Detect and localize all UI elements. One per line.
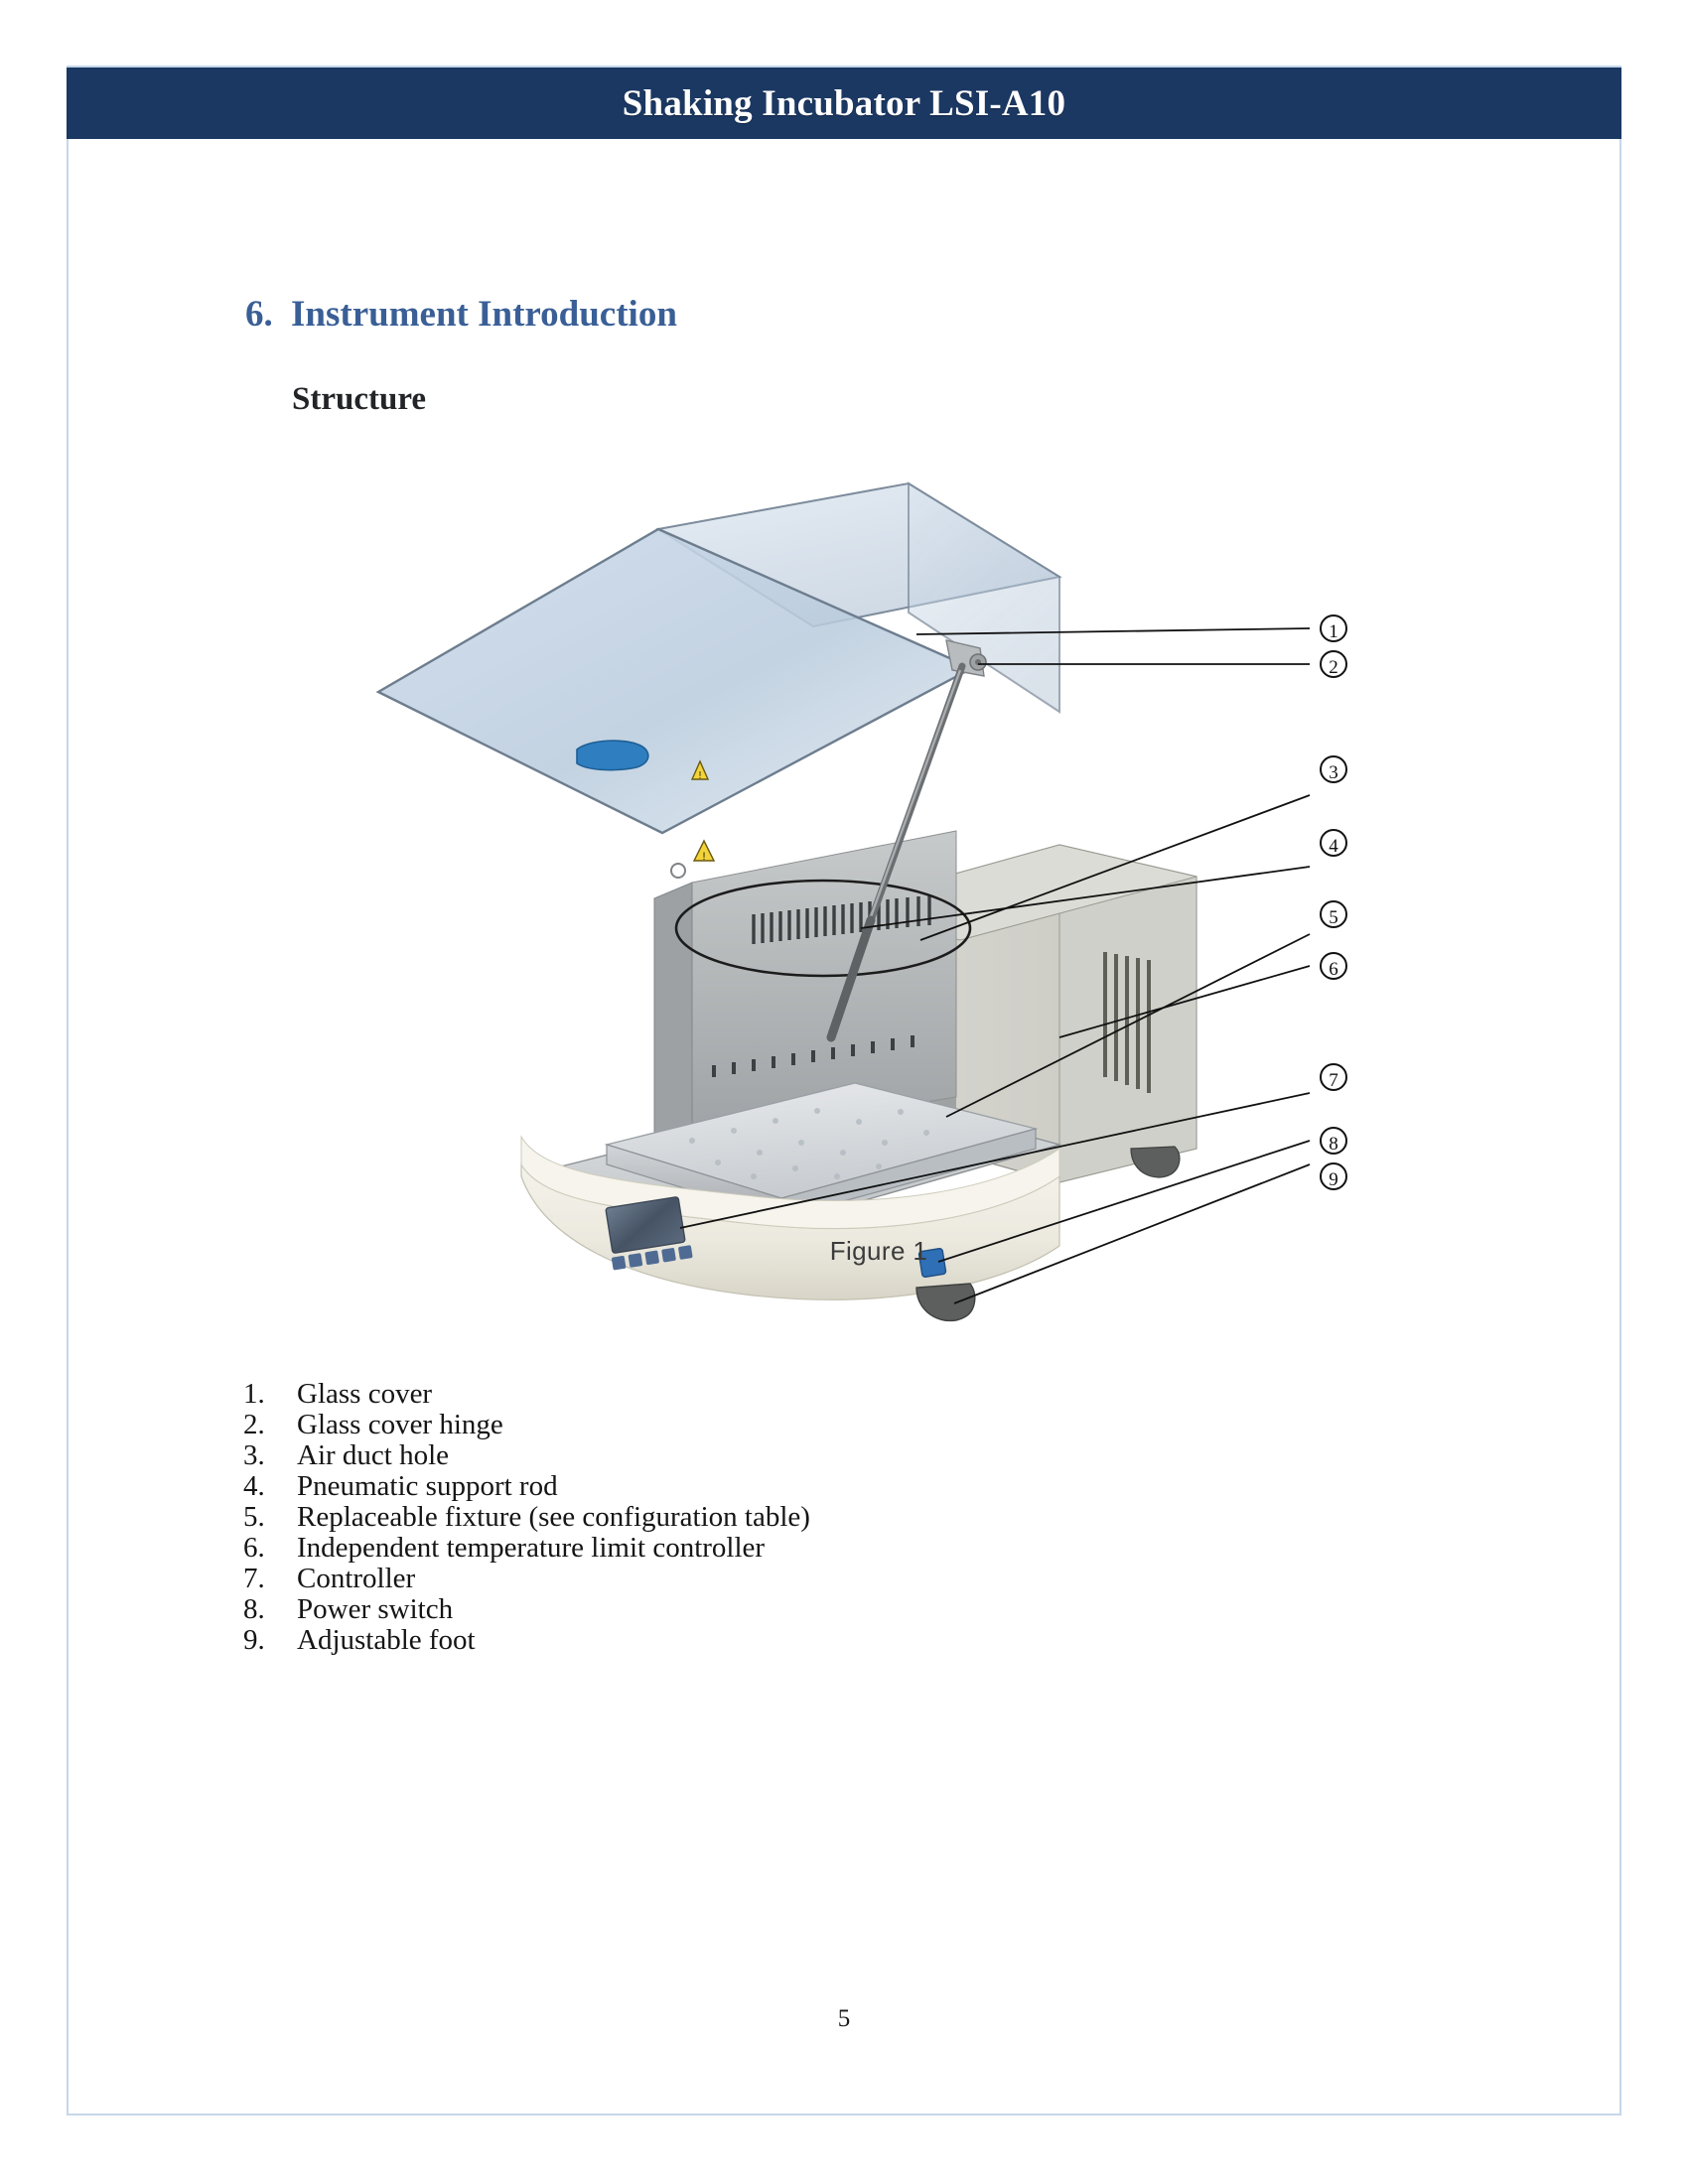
section-heading [245, 293, 677, 336]
list-item-label: Air duct hole [297, 1439, 450, 1471]
list-item-number: 3. [243, 1439, 265, 1471]
list-item-number: 7. [243, 1563, 265, 1594]
svg-text:5: 5 [1329, 907, 1338, 928]
list-item-number: 6. [243, 1532, 265, 1564]
list-item-label: Controller [297, 1563, 416, 1594]
list-item-number: 8. [243, 1593, 265, 1625]
page-content [67, 139, 1621, 2116]
section-title: Instrument Introduction [291, 294, 677, 335]
callout-marker-7 [1321, 1064, 1346, 1091]
svg-text:2: 2 [1329, 657, 1338, 678]
fastener-detail [671, 864, 685, 878]
svg-text:!: ! [702, 851, 706, 863]
figure-caption-text: Figure 1 [829, 1236, 928, 1266]
list-item [243, 1621, 1137, 1656]
svg-text:6: 6 [1329, 959, 1338, 980]
callout-marker-9 [1321, 1163, 1346, 1190]
warning-label-lower [694, 841, 714, 863]
section-number: 6. [245, 294, 273, 335]
list-item [243, 1498, 1137, 1533]
list-item-number: 1. [243, 1378, 265, 1410]
list-item-label: Pneumatic support rod [297, 1470, 558, 1502]
callout-marker-1 [1321, 615, 1346, 642]
list-item-label: Independent temperature limit controller [297, 1532, 766, 1564]
list-item-label: Replaceable fixture (see configuration table) [297, 1501, 810, 1533]
list-item [243, 1590, 1137, 1625]
list-item [243, 1529, 1137, 1564]
callout-marker-4 [1321, 830, 1346, 857]
figure-1-illustration [364, 481, 1417, 1190]
parts-list [243, 1375, 1137, 1656]
list-item-number: 5. [243, 1501, 265, 1533]
svg-text:3: 3 [1329, 762, 1338, 783]
list-item [243, 1406, 1137, 1440]
callout-markers [1321, 615, 1346, 1190]
callout-marker-3 [1321, 756, 1346, 783]
callout-marker-8 [1321, 1128, 1346, 1155]
callout-marker-5 [1321, 901, 1346, 928]
adjustable-foot [916, 1284, 975, 1320]
callout-marker-6 [1321, 953, 1346, 980]
subsection-heading-structure: Structure [292, 381, 427, 417]
document-title: Shaking Incubator LSI-A10 [622, 82, 1066, 124]
list-item [243, 1467, 1137, 1502]
svg-text:7: 7 [1329, 1070, 1338, 1091]
svg-text:8: 8 [1329, 1134, 1338, 1155]
svg-text:9: 9 [1329, 1169, 1338, 1190]
list-item-number: 2. [243, 1409, 265, 1440]
list-item-number: 4. [243, 1470, 265, 1502]
callout-marker-2 [1321, 651, 1346, 678]
list-item-label: Power switch [297, 1593, 454, 1625]
list-item-label: Glass cover [297, 1378, 433, 1410]
figure-caption [67, 1236, 1621, 1267]
svg-text:!: ! [698, 770, 702, 781]
glass-cover-handle [577, 741, 648, 770]
list-item [243, 1375, 1137, 1410]
document-header-banner [67, 68, 1621, 139]
list-item-number: 9. [243, 1624, 265, 1656]
svg-text:4: 4 [1329, 836, 1338, 857]
rear-foot [1131, 1147, 1180, 1177]
svg-text:1: 1 [1329, 621, 1338, 642]
page-number: 5 [837, 2005, 851, 2032]
list-item [243, 1436, 1137, 1471]
list-item-label: Adjustable foot [297, 1624, 476, 1656]
list-item-label: Glass cover hinge [297, 1409, 503, 1440]
